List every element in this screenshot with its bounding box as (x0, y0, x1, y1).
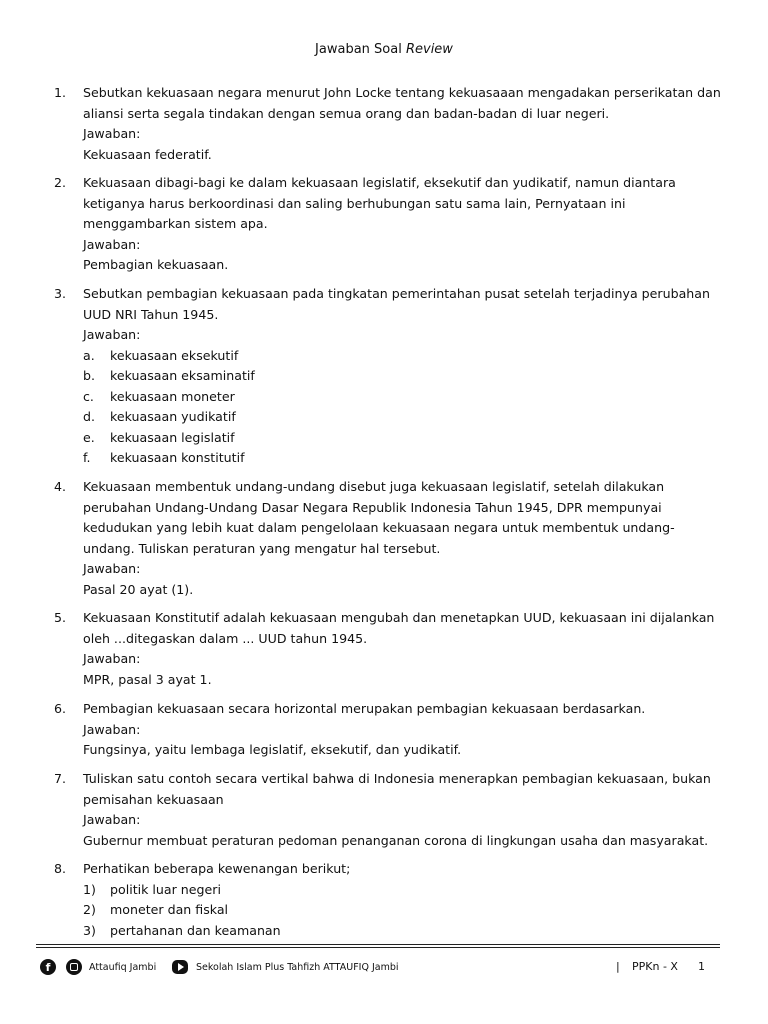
question-4 (54, 477, 724, 600)
question-number: 4. (54, 479, 67, 494)
question-text: Kekuasaan membentuk undang-undang disebut juga kekuasaan legislatif, setelah dilakukan (83, 479, 665, 494)
answer-text: Gubernur membuat peraturan pedoman penanganan corona di lingkungan usaha dan masyarakat. (83, 832, 709, 848)
answer-option (83, 900, 724, 921)
answer-text: Pasal 20 ayat (1). (83, 581, 194, 597)
option-label: a. (83, 347, 95, 363)
question-number: 7. (54, 771, 67, 786)
title-emphasis: Review (405, 42, 453, 57)
option-label: b. (83, 368, 95, 383)
answer-text: Fungsinya, yaitu lembaga legislatif, eksekutif, dan yudikatif. (83, 742, 462, 757)
answer-option (83, 366, 724, 387)
question-2 (54, 173, 724, 276)
title-main: Jawaban Soal (315, 42, 402, 57)
option-text: kekuasaan legislatif (110, 429, 235, 445)
option-text: kekuasaan konstitutif (110, 450, 245, 465)
answer-text: Kekuasaan federatif. (83, 146, 212, 162)
answer-text: Pembagian kekuasaan. (83, 257, 229, 272)
question-text: Sebutkan kekuasaan negara menurut John Locke tentang kekuasaaan mengadakan perserikatan dan (83, 85, 721, 100)
question-8 (54, 859, 724, 941)
subject-label: PPKn - X (632, 960, 678, 973)
option-text: moneter dan fiskal (110, 902, 229, 917)
question-number: 1. (54, 85, 67, 100)
question-text: menggambarkan sistem apa. (83, 216, 268, 231)
answer-text: MPR, pasal 3 ayat 1. (83, 671, 212, 687)
question-1 (54, 83, 724, 165)
option-text: kekuasaan eksaminatif (110, 368, 255, 383)
question-number: 3. (54, 286, 67, 301)
question-text: Pembagian kekuasaan secara horizontal merupakan pembagian kekuasaan berdasarkan. (83, 701, 646, 716)
option-text: pertahanan dan keamanan (110, 922, 281, 938)
option-label: d. (83, 409, 95, 424)
question-text: Kekuasaan Konstitutif adalah kekuasaan mengubah dan menetapkan UUD, kekuasaan ini dijalankan (83, 610, 715, 625)
answer-label: Jawaban: (83, 561, 141, 576)
option-label: 3) (83, 922, 96, 938)
question-text: Perhatikan beberapa kewenangan berikut; (83, 861, 351, 876)
page-number: 1 (698, 960, 705, 973)
question-text: ketiganya harus berkoordinasi dan saling berhubungan satu sama lain, Pernyataan ini (83, 195, 626, 211)
question-text: Kekuasaan dibagi-bagi ke dalam kekuasaan legislatif, eksekutif dan yudikatif, namun diantara (83, 175, 676, 190)
option-label: 2) (83, 902, 96, 917)
answer-label: Jawaban: (83, 721, 141, 737)
question-text: UUD NRI Tahun 1945. (83, 306, 219, 322)
footer-separator: | (616, 960, 620, 973)
answer-label: Jawaban: (83, 812, 141, 827)
question-text: Sebutkan pembagian kekuasaan pada tingkatan pemerintahan pusat setelah terjadinya perubahan (83, 286, 710, 301)
question-text: aliansi serta segala tindakan dengan semua orang dan badan-badan di luar negeri. (83, 105, 610, 121)
youtube-icon[interactable] (172, 960, 188, 974)
answer-label: Jawaban: (83, 126, 141, 141)
answer-option (83, 448, 724, 469)
answer-option (83, 921, 724, 942)
option-label: e. (83, 429, 95, 445)
instagram-icon[interactable] (66, 959, 82, 975)
option-text: kekuasaan yudikatif (110, 409, 236, 424)
option-text: politik luar negeri (110, 881, 221, 897)
question-number: 6. (54, 701, 67, 716)
option-text: kekuasaan moneter (110, 388, 235, 404)
answer-label: Jawaban: (83, 651, 141, 666)
question-number: 2. (54, 175, 67, 190)
answer-label: Jawaban: (83, 236, 141, 252)
question-number: 8. (54, 861, 67, 876)
question-5 (54, 608, 724, 690)
youtube-channel[interactable]: Sekolah Islam Plus Tahfizh ATTAUFIQ Jambi (196, 962, 399, 973)
option-label: c. (83, 388, 94, 404)
question-text: kedudukan yang lebih kuat dalam pengelolaan kekuasaan negara untuk membentuk undang- (83, 520, 675, 535)
option-text: kekuasaan eksekutif (110, 347, 239, 363)
answer-option (83, 428, 724, 449)
option-label: 1) (83, 881, 96, 897)
question-6 (54, 699, 724, 761)
answer-option (83, 407, 724, 428)
question-text: pemisahan kekuasaan (83, 791, 224, 807)
footer-divider (36, 944, 720, 945)
facebook-icon[interactable]: f (40, 959, 56, 975)
question-text: undang. Tuliskan peraturan yang mengatur hal tersebut. (83, 540, 441, 556)
page-title (0, 42, 768, 57)
question-3 (54, 284, 724, 469)
social-account[interactable]: Attaufiq Jambi (89, 962, 157, 973)
question-text: perubahan Undang-Undang Dasar Negara Republik Indonesia Tahun 1945, DPR mempunyai (83, 499, 662, 515)
question-number: 5. (54, 610, 67, 625)
page-footer (40, 958, 730, 980)
answer-option (83, 387, 724, 408)
question-7 (54, 769, 724, 851)
footer-divider (36, 947, 720, 948)
answer-option (83, 880, 724, 901)
answer-label: Jawaban: (83, 327, 141, 342)
option-label: f. (83, 450, 91, 465)
answer-option (83, 346, 724, 367)
question-text: Tuliskan satu contoh secara vertikal bahwa di Indonesia menerapkan pembagian kekuasaan, bukan (83, 771, 711, 786)
question-text: oleh ...ditegaskan dalam ... UUD tahun 1945. (83, 630, 368, 646)
